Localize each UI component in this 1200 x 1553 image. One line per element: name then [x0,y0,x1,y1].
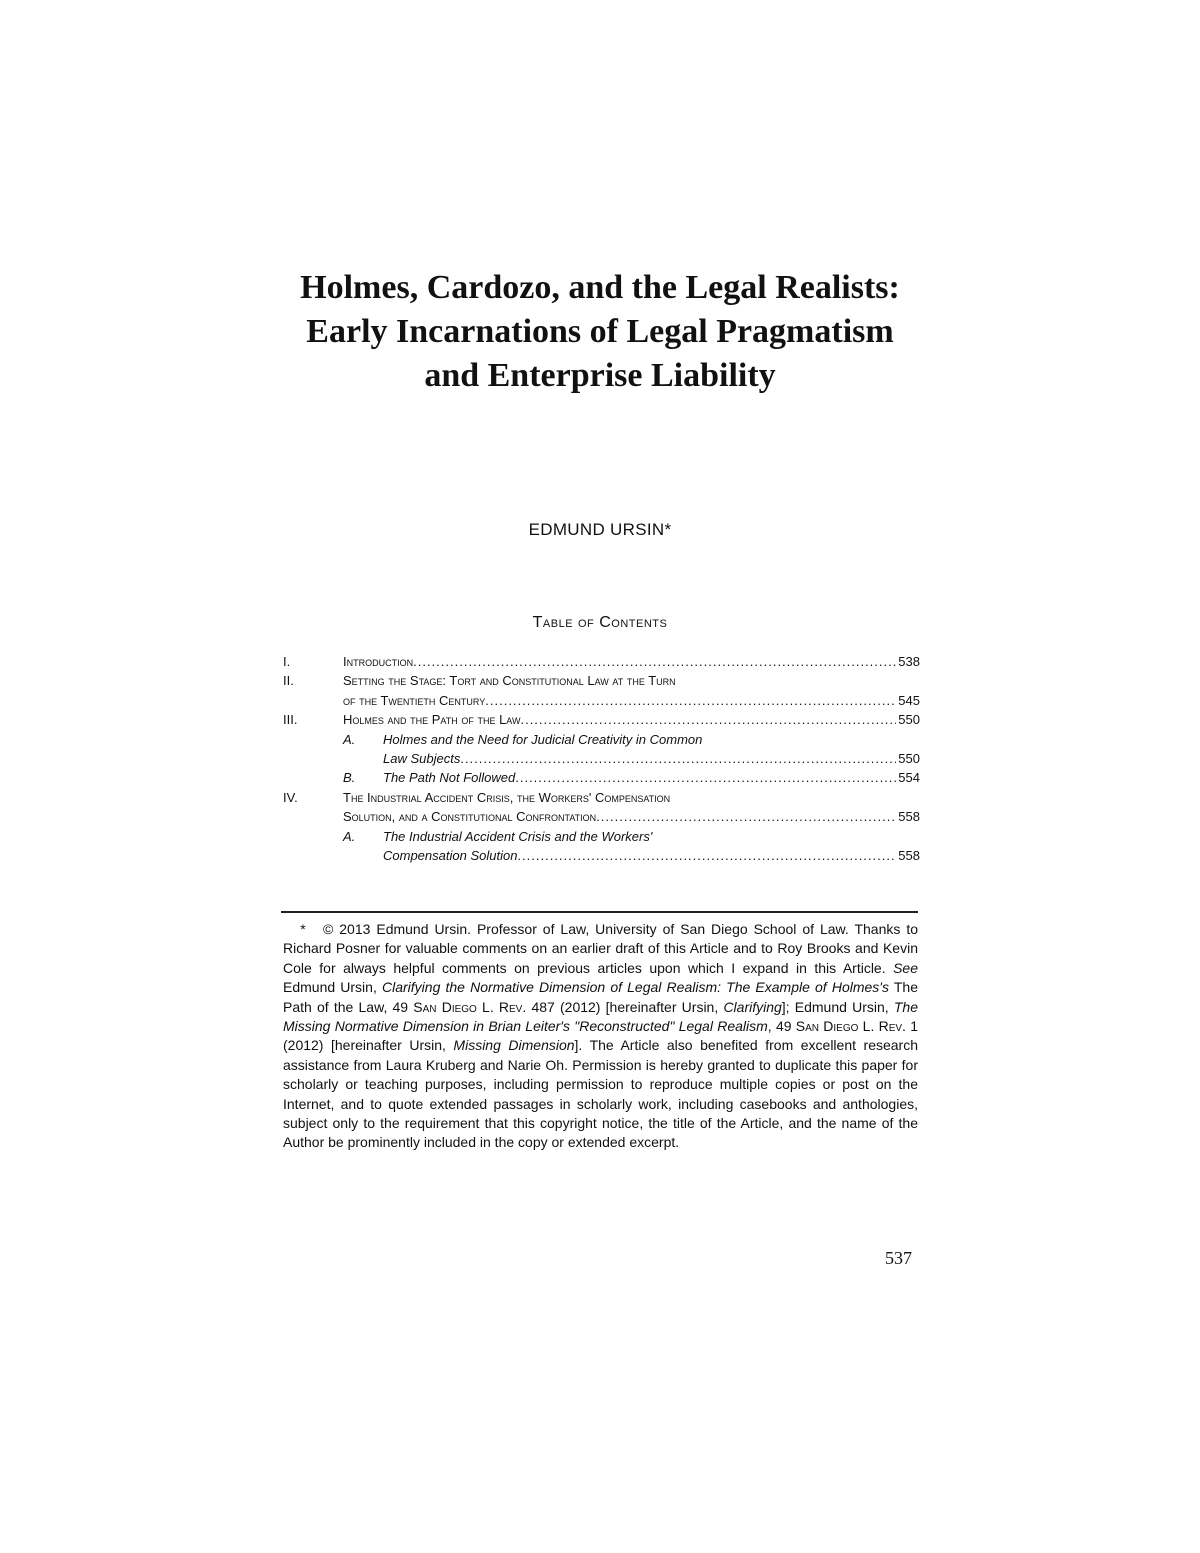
page-number: 537 [885,1248,912,1268]
toc-entry-number: II. [283,673,294,689]
toc-entry-title-cont: Solution, and a Constitutional Confrontation [343,809,597,825]
toc-entry-title-cont: of the Twentieth Century [343,692,486,708]
footnote-short-cite: Missing Dimension [453,1037,575,1054]
footnote-text: 487 (2012) [hereinafter Ursin, [526,998,724,1015]
toc-entry-page: 550 [898,712,920,728]
footnote [283,920,918,1153]
author-name: EDMUND URSIN* [528,520,672,539]
footnote-text: 1 (2012) [hereinafter Ursin, [283,1018,919,1054]
toc-subentry [283,730,920,749]
toc-leader-dots [517,846,896,865]
article-title [200,266,1000,398]
toc-entry-title: Setting the Stage: Tort and Constitutional Law at the Turn [343,673,676,689]
toc-heading: Table of Contents [532,614,668,631]
toc-leader-dots [485,691,896,710]
toc-entry-title: Introduction [343,654,414,669]
toc-entry-number: IV. [283,789,298,805]
toc-subentry-title-cont: Compensation Solution [383,847,518,863]
toc-entry [283,671,920,690]
toc-entry-title: Holmes and the Path of the Law [343,712,521,728]
toc-entry-number: III. [283,712,298,728]
toc-entry-page: 550 [898,750,920,766]
footnote-text: Edmund Ursin, [283,979,382,996]
toc-entry [283,710,920,729]
toc-subentry-letter: A. [343,828,356,844]
footnote-cite-title: The Missing Normative Dimension in Brian Leiter's "Reconstructed" Legal Realism [283,998,918,1035]
toc-entry-page: 558 [898,809,920,825]
footnote-journal: San Diego L. Rev. [413,998,527,1015]
title-line-2: Early Incarnations of Legal Pragmatism [306,313,894,350]
title-line-3: and Enterprise Liability [424,357,776,394]
toc-subentry [283,768,920,787]
footnote-journal: San Diego L. Rev. [795,1018,906,1035]
toc-subentry-letter: B. [343,770,356,786]
toc-entry [283,652,920,671]
toc-subentry-letter: A. [343,731,356,747]
footnote-text: , 49 [767,1018,796,1035]
toc-subentry-title: Holmes and the Need for Judicial Creativity in Common [383,731,703,747]
toc-entry-continuation [283,807,920,826]
toc-subentry-title-cont: Law Subjects [383,750,461,766]
toc-entry-page: 554 [898,770,920,786]
table-of-contents [283,652,920,865]
toc-leader-dots [413,652,896,671]
footnote-divider [281,911,918,913]
toc-entry-number: I. [283,654,291,669]
footnote-short-cite: Clarifying [723,998,782,1015]
toc-subentry [283,827,920,846]
toc-subentry-title: The Path Not Followed [383,770,516,786]
footnote-cite-title: The Path of the Law [283,979,918,1015]
toc-entry-title: The Industrial Accident Crisis, the Workers' Compensation [343,789,671,805]
toc-leader-dots [460,749,896,768]
footnote-text: , 49 [383,998,414,1015]
toc-entry-continuation [283,691,920,710]
toc-leader-dots [596,807,896,826]
footnote-mark: * [300,921,306,937]
toc-leader-dots [515,768,896,787]
toc-entry [283,788,920,807]
toc-entry-page: 545 [898,692,920,708]
toc-leader-dots [520,710,896,729]
toc-entry-page: 538 [898,654,920,669]
footnote-cite-title: Clarifying the Normative Dimension of Legal Realism: The Example of Holmes's [382,979,889,996]
footnote-signal: See [893,959,918,976]
toc-entry-page: 558 [898,847,920,863]
toc-subentry-continuation [283,749,920,768]
footnote-text: ]; Edmund Ursin, [781,998,894,1015]
toc-subentry-continuation [283,846,920,865]
footnote-text: ]. The Article also benefited from excellent research assistance from Laura Kruberg and Narie Oh. Permission is hereby granted to duplicate this paper for scholarly or teaching purposes, including permission to reproduce multiple copies or post on the Internet, and to quote extended passages in scholarly work, including casebooks and anthologies, subject only to the requirement that this copyright notice, the title of the Article, and the name of the Author be prominently included in the copy or extended excerpt. [283,1037,918,1151]
title-line-1: Holmes, Cardozo, and the Legal Realists: [300,269,900,306]
toc-subentry-title: The Industrial Accident Crisis and the Workers' [383,828,653,844]
footnote-text: © 2013 Edmund Ursin. Professor of Law, University of San Diego School of Law. Thanks to Richard Posner for valuable comments on an earlier draft of this Article and to Roy Brooks and Kevin Cole for always helpful comments on previous articles upon which I expand in this Article. [283,921,918,976]
